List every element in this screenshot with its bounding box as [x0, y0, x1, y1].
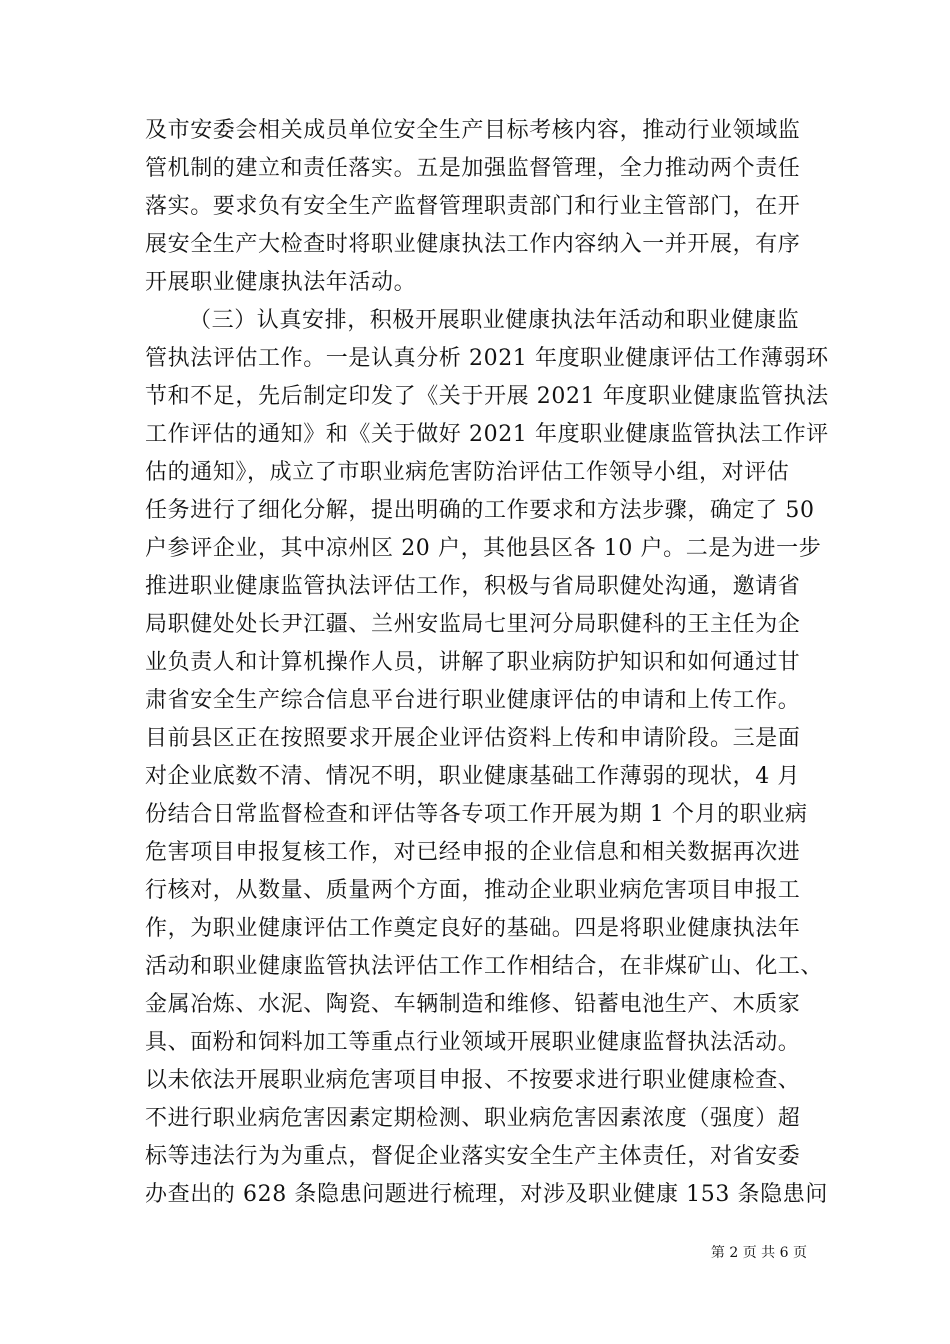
text-line: 作，为职业健康评估工作奠定良好的基础。四是将职业健康执法年: [145, 916, 801, 941]
text-line: 对企业底数不清、情况不明，职业健康基础工作薄弱的现状，4 月: [145, 764, 800, 789]
text-line: 节和不足，先后制定印发了《关于开展 2021 年度职业健康监管执法: [145, 384, 829, 409]
text-line: 不进行职业病危害因素定期检测、职业病危害因素浓度（强度）超: [145, 1106, 801, 1131]
text-line: 办查出的 628 条隐患问题进行梳理，对涉及职业健康 153 条隐患问: [145, 1182, 828, 1207]
text-line: 活动和职业健康监管执法评估工作工作相结合，在非煤矿山、化工、: [145, 954, 824, 979]
text-line: 份结合日常监督检查和评估等各专项工作开展为期 1 个月的职业病: [145, 802, 808, 827]
text-line: 及市安委会相关成员单位安全生产目标考核内容，推动行业领域监: [145, 118, 801, 143]
text-line: 户参评企业，其中凉州区 20 户，其他县区各 10 户。二是为进一步: [145, 536, 822, 561]
text-line: 标等违法行为为重点，督促企业落实安全生产主体责任，对省安委: [145, 1144, 801, 1169]
text-line: 工作评估的通知》和《关于做好 2021 年度职业健康监管执法工作评: [145, 422, 829, 447]
text-line: 推进职业健康监管执法评估工作，积极与省局职健处沟通，邀请省: [145, 574, 801, 599]
text-line: 目前县区正在按照要求开展企业评估资料上传和申请阶段。三是面: [145, 726, 801, 751]
text-line: 管执法评估工作。一是认真分析 2021 年度职业健康评估工作薄弱环: [145, 346, 829, 371]
text-line: 落实。要求负有安全生产监督管理职责部门和行业主管部门，在开: [145, 194, 801, 219]
text-line: 估的通知》，成立了市职业病危害防治评估工作领导小组，对评估: [145, 460, 790, 485]
body-text: [145, 112, 829, 1214]
section-heading-line: （三）认真安排，积极开展职业健康执法年活动和职业健康监: [189, 308, 800, 333]
text-line: 危害项目申报复核工作，对已经申报的企业信息和相关数据再次进: [145, 840, 801, 865]
page-number-footer: 第 2 页 共 6 页: [710, 1245, 807, 1261]
text-line: 局职健处处长尹江疆、兰州安监局七里河分局职健科的王主任为企: [145, 612, 801, 637]
text-line: 业负责人和计算机操作人员，讲解了职业病防护知识和如何通过甘: [145, 650, 801, 675]
text-line: 开展职业健康执法年活动。: [145, 270, 417, 295]
text-line: 展安全生产大检查时将职业健康执法工作内容纳入一并开展，有序: [145, 232, 801, 257]
text-line: 行核对，从数量、质量两个方面，推动企业职业病危害项目申报工: [145, 878, 801, 903]
text-line: 任务进行了细化分解，提出明确的工作要求和方法步骤，确定了 50: [145, 498, 815, 523]
text-line: 金属冶炼、水泥、陶瓷、车辆制造和维修、铅蓄电池生产、木质家: [145, 992, 801, 1017]
text-line: 具、面粉和饲料加工等重点行业领域开展职业健康监督执法活动。: [145, 1030, 801, 1055]
text-line: 管机制的建立和责任落实。五是加强监督管理，全力推动两个责任: [145, 156, 801, 181]
text-line: 以未依法开展职业病危害项目申报、不按要求进行职业健康检查、: [145, 1068, 801, 1093]
text-line: 肃省安全生产综合信息平台进行职业健康评估的申请和上传工作。: [145, 688, 801, 713]
